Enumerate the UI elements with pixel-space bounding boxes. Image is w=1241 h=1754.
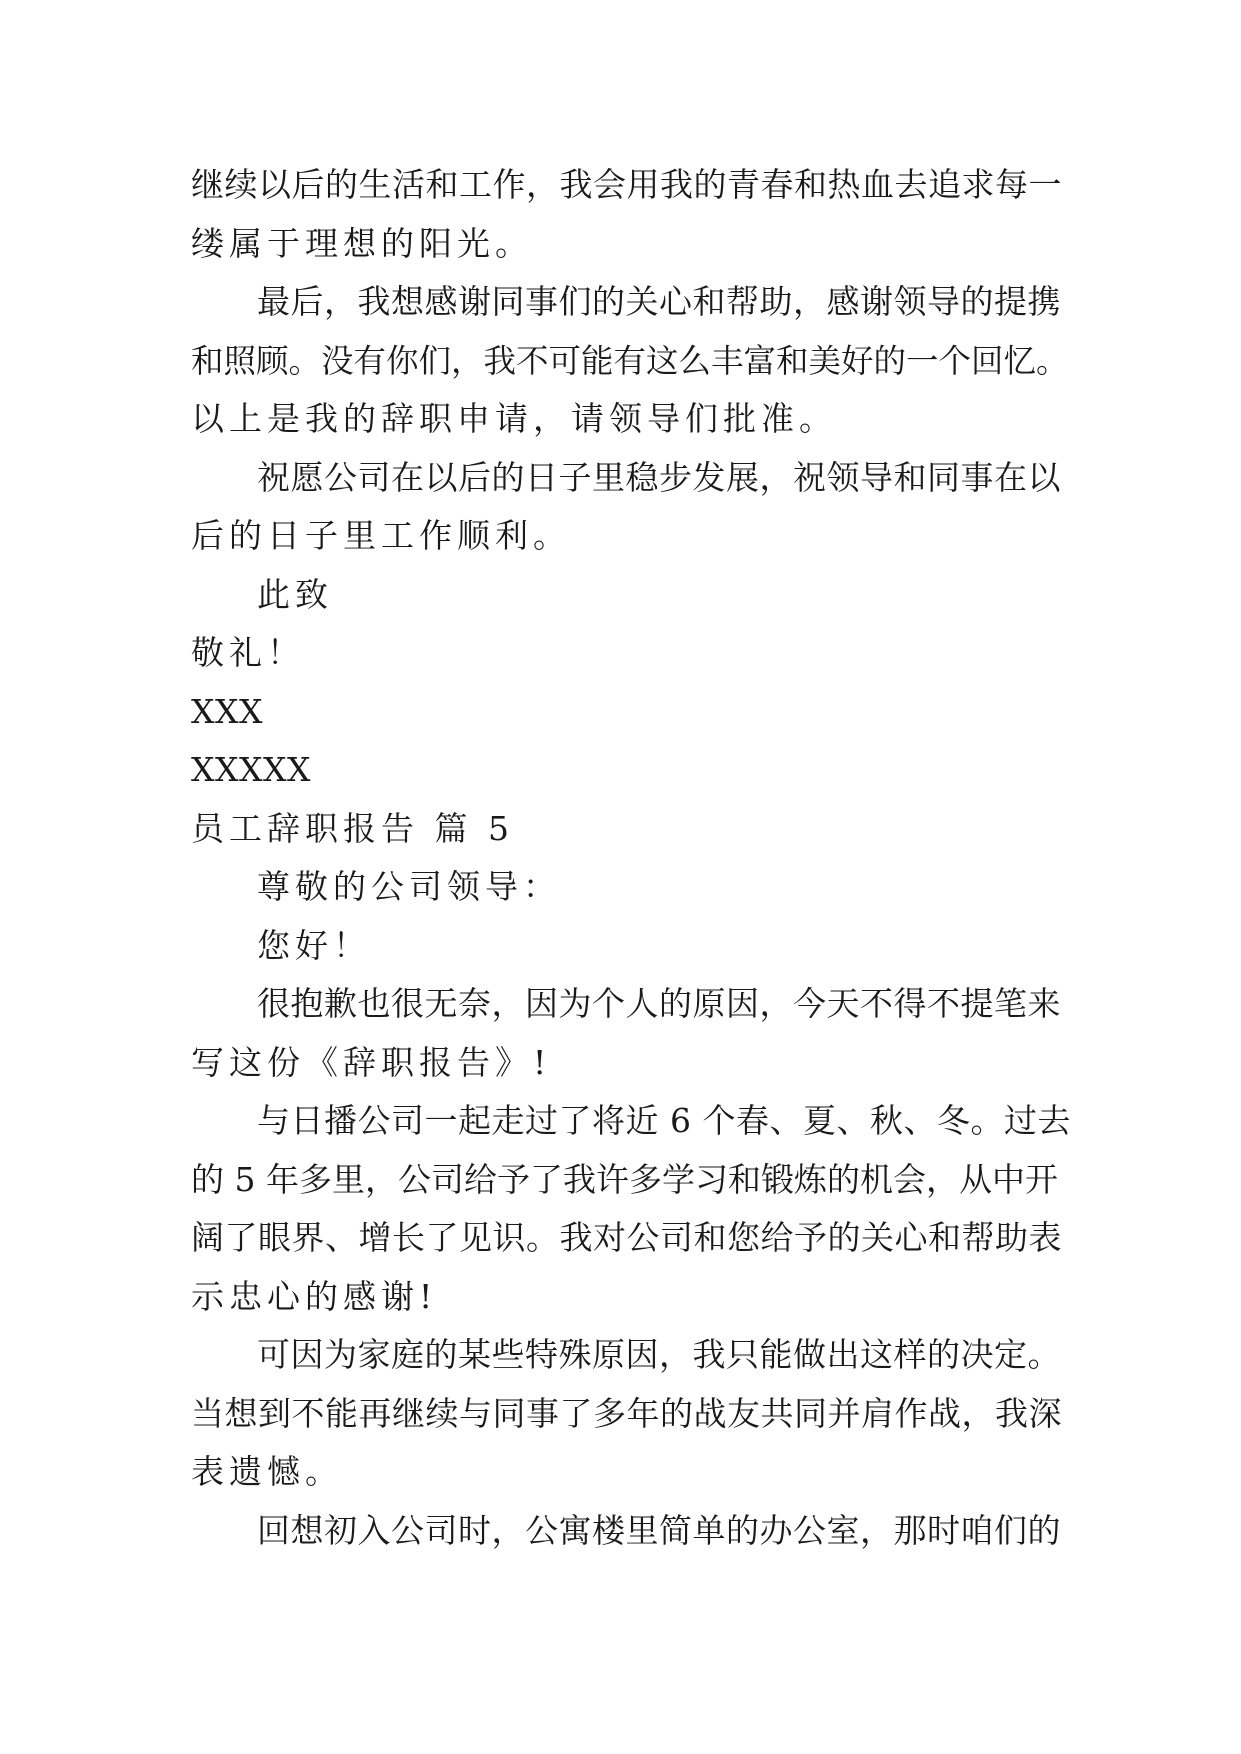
body-line-18: 的 5 年多里，公司给予了我许多学习和锻炼的机会，从中开 — [191, 1159, 1058, 1199]
body-line-3: 最后，我想感谢同事们的关心和帮助，感谢领导的提携 — [257, 282, 1061, 321]
body-line-20: 示忠心的感谢! — [191, 1276, 438, 1316]
body-line-15: 很抱歉也很无奈，因为个人的原因，今天不得不提笔来 — [257, 984, 1061, 1023]
signature-date: XXXXX — [191, 750, 311, 789]
body-line-21: 可因为家庭的某些特殊原因，我只能做出这样的决定。 — [257, 1335, 1061, 1374]
body-line-6: 祝愿公司在以后的日子里稳步发展，祝领导和同事在以 — [257, 457, 1061, 497]
body-line-5: 以上是我的辞职申请，请领导们批准。 — [191, 399, 837, 438]
body-line-19: 阔了眼界、增长了见识。我对公司和您给予的关心和帮助表 — [191, 1218, 1062, 1257]
body-line-2: 缕属于理想的阳光。 — [191, 223, 533, 263]
body-line-16: 写这份《辞职报告》! — [191, 1042, 552, 1082]
signature-name: XXX — [191, 691, 263, 731]
body-line-4: 和照顾。没有你们，我不可能有这么丰富和美好的一个回忆。 — [191, 341, 1069, 380]
document-body — [191, 156, 1071, 1560]
body-line-7: 后的日子里工作顺利。 — [191, 516, 571, 555]
body-line-1: 继续以后的生活和工作，我会用我的青春和热血去追求每一 — [191, 165, 1062, 204]
section-heading: 员工辞职报告 篇 5 — [191, 808, 514, 848]
body-line-23: 表遗憾。 — [191, 1452, 343, 1491]
letter-greeting: 尊敬的公司领导： — [257, 867, 561, 906]
closing-salutation: 此致 — [257, 574, 333, 614]
body-line-22: 当想到不能再继续与同事了多年的战友共同并肩作战，我深 — [191, 1393, 1062, 1433]
body-line-17: 与日播公司一起走过了将近 6 个春、夏、秋、冬。过去 — [257, 1101, 1071, 1140]
letter-hello: 您好！ — [257, 925, 371, 965]
closing-regards: 敬礼！ — [191, 633, 305, 672]
body-line-24: 回想初入公司时，公寓楼里简单的办公室，那时咱们的 — [257, 1510, 1061, 1550]
